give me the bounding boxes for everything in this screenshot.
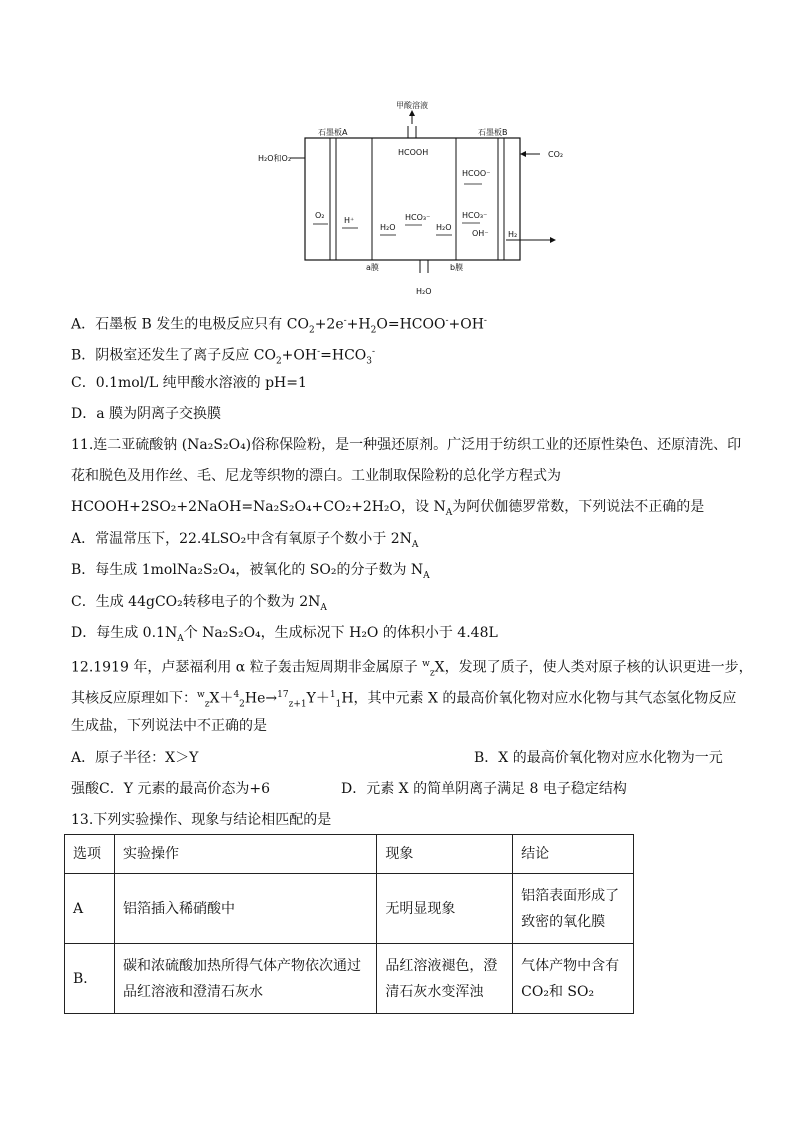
q10-option-c: C．0.1mol/L 纯甲酸水溶液的 pH=1 <box>71 375 307 391</box>
electrolysis-diagram <box>250 98 580 302</box>
table-cell: 铝箔表面形成了致密的氧化膜 <box>513 874 634 944</box>
q11-stem-2: 花和脱色及用作丝、毛、尼龙等织物的漂白。工业制取保险粉的总化学方程式为 <box>71 468 561 484</box>
membrane-a-label: a膜 <box>366 263 379 272</box>
right-arrow-head <box>520 151 526 157</box>
table-cell: 品红溶液褪色，澄清石灰水变浑浊 <box>377 944 513 1014</box>
right-inlet-label: CO₂ <box>548 150 564 159</box>
q12-option-a: A．原子半径：X＞Y <box>71 750 199 766</box>
plate-b-rect <box>498 138 504 260</box>
q10-option-d: D．a 膜为阴离子交换膜 <box>71 406 222 422</box>
q12-stem-3: 生成盐，下列说法中不正确的是 <box>71 718 267 734</box>
h2o-left-label: H₂O <box>380 223 396 232</box>
q12-option-c: C．Y 元素的最高价态为+6 <box>99 781 271 797</box>
h2-label: H₂ <box>508 230 518 239</box>
o2-label: O₂ <box>315 211 325 220</box>
electrolysis-cell-svg <box>250 98 580 302</box>
table-cell: 无明显现象 <box>377 874 513 944</box>
q11-stem-3: HCOOH+2SO₂+2NaOH=Na₂S₂O₄+CO₂+2H₂O，设 $N_A$为阿伏伽德罗常数，下列说法不正确的是 <box>71 499 705 518</box>
table-header-cell: 实验操作 <box>114 835 376 874</box>
q13-table <box>64 834 634 1014</box>
q12-option-b-cont: 强酸 <box>71 781 99 797</box>
q12-option-b: B．X 的最高价氧化物对应水化物为一元 <box>474 750 723 766</box>
table-row <box>65 874 634 944</box>
q10-option-a: A．石墨板 B 发生的电极反应只有 $CO_2+2e^-+H_2O=HCOO^-+OH^-$ <box>71 316 487 336</box>
q10-option-b: B．阴极室还发生了离子反应 $CO_2+OH^-=HCO_3^-$ <box>71 347 376 367</box>
plate-b-label: 石墨板B <box>478 128 508 137</box>
table-cell: 碳和浓硫酸加热所得气体产物依次通过品红溶液和澄清石灰水 <box>114 944 376 1014</box>
q11-option-d: D．每生成 $0.1N_A$个 Na₂S₂O₄，生成标况下 H₂O 的体积小于 4.48L <box>71 625 498 644</box>
top-label: 甲酸溶液 <box>396 101 428 110</box>
q13-stem: 13.下列实验操作、现象与结论相匹配的是 <box>71 812 332 828</box>
plate-a-rect <box>330 138 336 260</box>
plate-a-label: 石墨板A <box>318 128 348 137</box>
hplus-label: H⁺ <box>344 216 355 225</box>
table-header-cell: 结论 <box>513 835 634 874</box>
hcooh-label: HCOOH <box>398 148 429 157</box>
q11-option-c: C．生成 44gCO₂转移电子的个数为 $2N_A$ <box>71 594 327 613</box>
h2-arrow-head <box>550 237 556 243</box>
oh-label: OH⁻ <box>472 229 489 238</box>
left-inlet-label: H₂O和O₂ <box>258 154 292 163</box>
h2o-right-label: H₂O <box>436 223 452 232</box>
q11-option-a: A．常温常压下，22.4LSO₂中含有氧原子个数小于 $2N_A$ <box>71 531 419 550</box>
table-row <box>65 944 634 1014</box>
top-arrow-head <box>409 110 415 116</box>
membrane-b-label: b膜 <box>450 263 464 272</box>
q12-stem-2: 其核反应原理如下：$^w_z$X＋$^4_2$He→$^{17}_{z+1}$Y＋$^1_1$H，其中元素 X 的最高价氧化物对应水化物与其气态氢化物反应 <box>71 690 737 710</box>
q12-row-cd <box>71 779 627 799</box>
table-cell: B． <box>65 944 115 1014</box>
table-header-cell: 选项 <box>65 835 115 874</box>
bottom-inlet-label: H₂O <box>416 287 432 296</box>
table-cell: 气体产物中含有CO₂和 SO₂ <box>513 944 634 1014</box>
hco3-mid-label: HCO₃⁻ <box>405 213 431 222</box>
table-cell: 铝箔插入稀硝酸中 <box>114 874 376 944</box>
q12-option-d: D．元素 X 的简单阴离子满足 8 电子稳定结构 <box>341 781 627 797</box>
hcoo-label: HCOO⁻ <box>462 169 491 178</box>
table-header-row <box>65 835 634 874</box>
table-cell: A <box>65 874 115 944</box>
q12-stem-1: 12.1919 年，卢瑟福利用 α 粒子轰击短周期非金属原子 $^w_z$X，发现了质子，使人类对原子核的认识更进一步， <box>71 659 753 679</box>
hco3-right-label: HCO₃⁻ <box>462 211 488 220</box>
table-header-cell: 现象 <box>377 835 513 874</box>
q11-option-b: B．每生成 1molNa₂S₂O₄，被氧化的 SO₂的分子数为 $N_A$ <box>71 562 430 581</box>
q11-stem-1: 11.连二亚硫酸钠 (Na₂S₂O₄)俗称保险粉，是一种强还原剂。广泛用于纺织工业的还原性染色、还原清洗、印 <box>71 437 742 453</box>
